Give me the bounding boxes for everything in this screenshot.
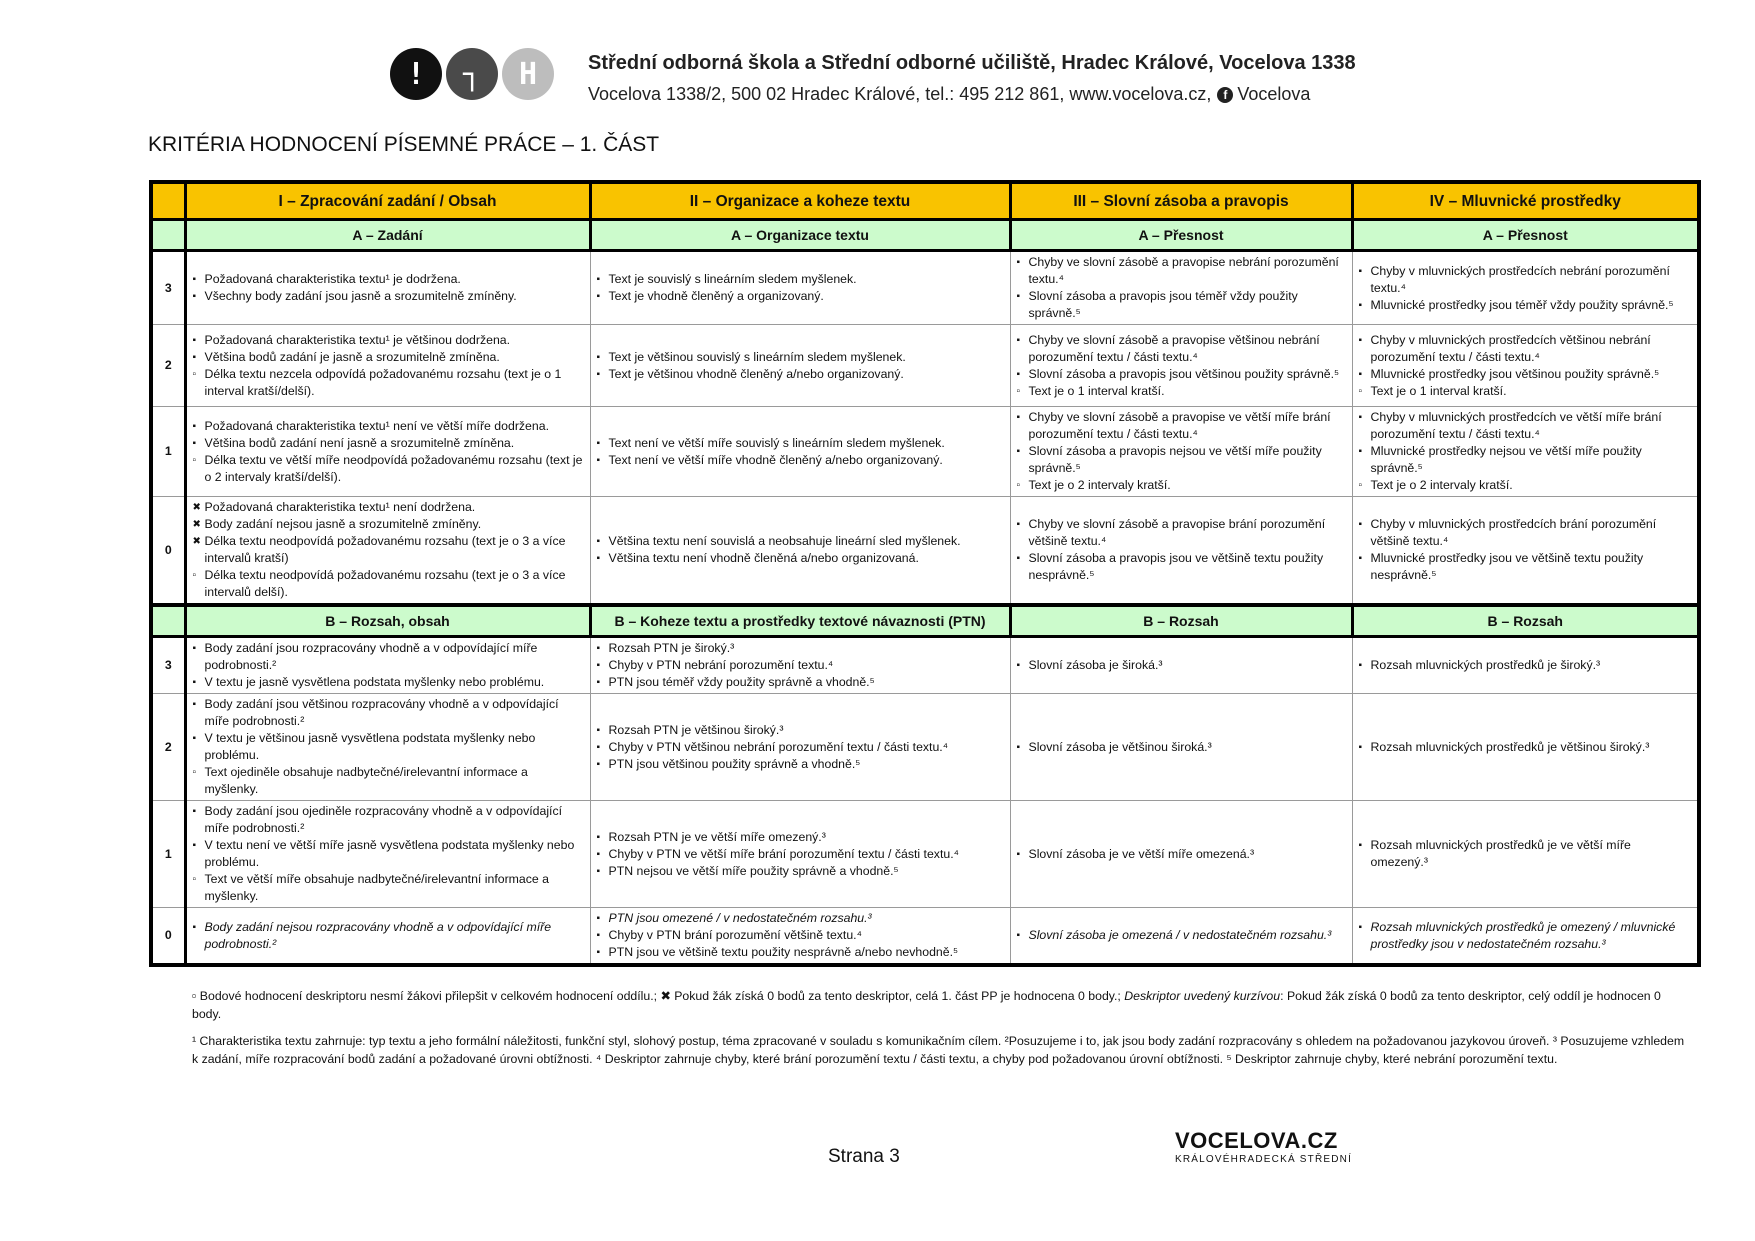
descriptor-list [193, 499, 584, 601]
descriptor-item: ▪ Slovní zásoba je široká.³ [1017, 657, 1346, 674]
descriptor-cell [1352, 497, 1699, 606]
descriptor-item: ✖ Požadovaná charakteristika textu¹ není dodržena. [193, 499, 584, 516]
descriptor-item: ▪ PTN nejsou ve větší míře použity správně a vhodně.⁵ [597, 863, 1004, 880]
descriptor-item: ▪ Požadovaná charakteristika textu¹ je dodržena. [193, 271, 584, 288]
descriptor-list [193, 418, 584, 486]
descriptor-cell [590, 497, 1010, 606]
descriptor-item: ▫ Délka textu neodpovídá požadovanému rozsahu (text je o 3 a více intervalů delší). [193, 567, 584, 601]
descriptor-item: ▪ Rozsah PTN je většinou široký.³ [597, 722, 1004, 739]
score-cell: 0 [151, 908, 185, 966]
descriptor-item: ▪ Rozsah mluvnických prostředků je omezený / mluvnické prostředky jsou v nedostatečném rozsahu.³ [1359, 919, 1692, 953]
descriptor-cell [185, 407, 590, 497]
column-header: II – Organizace a koheze textu [590, 182, 1010, 220]
descriptor-list [1017, 739, 1346, 756]
corner-cell [151, 605, 185, 637]
score-row [151, 637, 1699, 694]
descriptor-list [597, 349, 1004, 383]
score-cell: 3 [151, 637, 185, 694]
corner-cell [151, 182, 185, 220]
descriptor-item: ▪ Rozsah PTN je ve větší míře omezený.³ [597, 829, 1004, 846]
descriptor-item: ▪ Text je souvislý s lineárním sledem myšlenek. [597, 271, 1004, 288]
descriptor-item: ▪ PTN jsou ve většině textu použity nesprávně a/nebo nevhodně.⁵ [597, 944, 1004, 961]
descriptor-item: ▪ V textu je jasně vysvětlena podstata myšlenky nebo problému. [193, 674, 584, 691]
page-header [390, 48, 1356, 114]
descriptor-list [1359, 657, 1692, 674]
score-cell: 1 [151, 801, 185, 908]
descriptor-item: ▪ Chyby ve slovní zásobě a pravopise nebrání porozumění textu.⁴ [1017, 254, 1346, 288]
descriptor-item: ▪ Text není ve větší míře vhodně členěný a/nebo organizovaný. [597, 452, 1004, 469]
legend-italic: : Pokud žák získá 0 bodů za tento deskriptor, celý oddíl je hodnocen 0 body. [192, 989, 1661, 1021]
descriptor-cell [590, 908, 1010, 966]
descriptor-item: ▪ Většina textu není vhodně členěná a/nebo organizovaná. [597, 550, 1004, 567]
descriptor-list [193, 640, 584, 691]
descriptor-item: ▪ Chyby ve slovní zásobě a pravopise brání porozumění většině textu.⁴ [1017, 516, 1346, 550]
descriptor-item: ▪ Rozsah PTN je široký.³ [597, 640, 1004, 657]
descriptor-cell [1352, 407, 1699, 497]
descriptor-list [597, 910, 1004, 961]
descriptor-cell [590, 637, 1010, 694]
descriptor-cell [1352, 694, 1699, 801]
score-cell: 3 [151, 251, 185, 325]
descriptor-item: ▪ V textu není ve větší míře jasně vysvětlena podstata myšlenky nebo problému. [193, 837, 584, 871]
descriptor-cell [185, 251, 590, 325]
school-logo-1-icon: ! [390, 48, 442, 100]
school-logo-3-icon: H [502, 48, 554, 100]
subheader-cell: B – Rozsah [1010, 605, 1352, 637]
descriptor-item: ▪ Slovní zásoba a pravopis jsou většinou použity správně.⁵ [1017, 366, 1346, 383]
descriptor-item: ▪ Chyby ve slovní zásobě a pravopise většinou nebrání porozumění textu / části textu.⁴ [1017, 332, 1346, 366]
descriptor-list [193, 696, 584, 798]
descriptor-item: ▪ PTN jsou většinou použity správně a vhodně.⁵ [597, 756, 1004, 773]
page-number: Strana 3 [828, 1146, 900, 1167]
descriptor-cell [590, 694, 1010, 801]
subheader-row [151, 220, 1699, 251]
document-title: KRITÉRIA HODNOCENÍ PÍSEMNÉ PRÁCE – 1. ČÁST [148, 133, 660, 156]
column-header: I – Zpracování zadání / Obsah [185, 182, 590, 220]
descriptor-cell [1352, 908, 1699, 966]
descriptor-item: ▪ PTN jsou téměř vždy použity správně a vhodně.⁵ [597, 674, 1004, 691]
descriptor-list [1359, 409, 1692, 494]
descriptor-item: ▪ Slovní zásoba a pravopis nejsou ve větší míře použity správně.⁵ [1017, 443, 1346, 477]
descriptor-item: ▪ Slovní zásoba je ve větší míře omezená.³ [1017, 846, 1346, 863]
descriptor-item: ▫ Text ojediněle obsahuje nadbytečné/irelevantní informace a myšlenky. [193, 764, 584, 798]
descriptor-item: ▪ Mluvnické prostředky jsou téměř vždy použity správně.⁵ [1359, 297, 1692, 314]
descriptor-item: ✖ Body zadání nejsou jasně a srozumitelně zmíněny. [193, 516, 584, 533]
criteria-table [149, 180, 1701, 967]
facebook-icon: f [1217, 87, 1233, 103]
descriptor-cell [590, 407, 1010, 497]
descriptor-cell [590, 325, 1010, 407]
descriptor-item: ▪ Požadovaná charakteristika textu¹ není ve větší míře dodržena. [193, 418, 584, 435]
descriptor-item: ▪ Rozsah mluvnických prostředků je většinou široký.³ [1359, 739, 1692, 756]
school-name: Střední odborná škola a Střední odborné učiliště, Hradec Králové, Vocelova 1338 [588, 52, 1356, 74]
descriptor-cell [185, 497, 590, 606]
descriptor-item: ▪ Chyby v mluvnických prostředcích nebrání porozumění textu.⁴ [1359, 263, 1692, 297]
descriptor-item: ▪ Slovní zásoba je omezená / v nedostatečném rozsahu.³ [1017, 927, 1346, 944]
score-row [151, 251, 1699, 325]
descriptor-item: ▪ Chyby v PTN nebrání porozumění textu.⁴ [597, 657, 1004, 674]
descriptor-list [1017, 657, 1346, 674]
column-header: III – Slovní zásoba a pravopis [1010, 182, 1352, 220]
descriptor-cell [185, 637, 590, 694]
descriptor-item: ▪ Většina textu není souvislá a neobsahuje lineární sled myšlenek. [597, 533, 1004, 550]
descriptor-item: ▪ Chyby v PTN ve větší míře brání porozumění textu / části textu.⁴ [597, 846, 1004, 863]
descriptor-cell [185, 694, 590, 801]
brand-name: VOCELOVA.CZ [1175, 1128, 1338, 1153]
descriptor-item: ▪ Rozsah mluvnických prostředků je široký.³ [1359, 657, 1692, 674]
subheader-cell: B – Rozsah [1352, 605, 1699, 637]
descriptor-item: ▫ Text je o 1 interval kratší. [1359, 383, 1692, 400]
score-row [151, 908, 1699, 966]
subheader-cell: A – Zadání [185, 220, 590, 251]
address-text: Vocelova 1338/2, 500 02 Hradec Králové, tel.: 495 212 861, www.vocelova.cz, [588, 84, 1212, 104]
descriptor-item: ▪ Slovní zásoba a pravopis jsou téměř vždy použity správně.⁵ [1017, 288, 1346, 322]
descriptor-list [1359, 332, 1692, 400]
score-row [151, 801, 1699, 908]
descriptor-item: ▫ Text je o 2 intervaly kratší. [1017, 477, 1346, 494]
descriptor-list [193, 803, 584, 905]
school-logo-2-icon: ┐ [446, 48, 498, 100]
descriptor-item: ▪ Chyby ve slovní zásobě a pravopise ve větší míře brání porozumění textu / části textu.⁴ [1017, 409, 1346, 443]
descriptor-list [193, 919, 584, 953]
descriptor-item: ▪ Chyby v PTN většinou nebrání porozumění textu / části textu.⁴ [597, 739, 1004, 756]
descriptor-cell [1352, 637, 1699, 694]
descriptor-item: ▪ Slovní zásoba a pravopis jsou ve většině textu použity nesprávně.⁵ [1017, 550, 1346, 584]
subheader-cell: B – Koheze textu a prostředky textové návaznosti (PTN) [590, 605, 1010, 637]
school-address [588, 84, 1310, 105]
corner-cell [151, 220, 185, 251]
column-header: IV – Mluvnické prostředky [1352, 182, 1699, 220]
descriptor-item: ▪ V textu je většinou jasně vysvětlena podstata myšlenky nebo problému. [193, 730, 584, 764]
descriptor-cell [1010, 908, 1352, 966]
descriptor-cell [590, 801, 1010, 908]
descriptor-item: ▪ Body zadání jsou rozpracovány vhodně a v odpovídající míře podrobnosti.² [193, 640, 584, 674]
descriptor-item: ▫ Text ve větší míře obsahuje nadbytečné/irelevantní informace a myšlenky. [193, 871, 584, 905]
descriptor-list [1359, 837, 1692, 871]
descriptor-list [1359, 263, 1692, 314]
descriptor-item: ▪ Chyby v mluvnických prostředcích většinou nebrání porozumění textu / části textu.⁴ [1359, 332, 1692, 366]
descriptor-list [597, 829, 1004, 880]
score-cell: 0 [151, 497, 185, 606]
descriptor-item: ▪ Text není ve větší míře souvislý s lineárním sledem myšlenek. [597, 435, 1004, 452]
descriptor-cell [185, 801, 590, 908]
descriptor-item: ✖ Délka textu neodpovídá požadovanému rozsahu (text je o 3 a více intervalů kratší) [193, 533, 584, 567]
brand-subtitle: KRÁLOVÉHRADECKÁ STŘEDNÍ [1175, 1154, 1353, 1165]
descriptor-item: ▪ Body zadání nejsou rozpracovány vhodně a v odpovídající míře podrobnosti.² [193, 919, 584, 953]
descriptor-list [193, 332, 584, 400]
descriptor-item: ▪ Chyby v mluvnických prostředcích brání porozumění většině textu.⁴ [1359, 516, 1692, 550]
score-row [151, 497, 1699, 606]
descriptor-item: ▪ Text je většinou souvislý s lineárním sledem myšlenek. [597, 349, 1004, 366]
descriptor-cell [185, 325, 590, 407]
descriptor-item: ▫ Délka textu nezcela odpovídá požadovanému rozsahu (text je o 1 interval kratší/delší). [193, 366, 584, 400]
subheader-cell: A – Přesnost [1352, 220, 1699, 251]
descriptor-cell [1352, 325, 1699, 407]
descriptor-item: ▪ Body zadání jsou ojediněle rozpracovány vhodně a v odpovídající míře podrobnosti.² [193, 803, 584, 837]
score-row [151, 694, 1699, 801]
descriptor-list [1017, 409, 1346, 494]
descriptor-item: ▪ Slovní zásoba je většinou široká.³ [1017, 739, 1346, 756]
descriptor-item: ▪ Většina bodů zadání není jasně a srozumitelně zmíněna. [193, 435, 584, 452]
descriptor-cell [1010, 637, 1352, 694]
descriptor-cell [590, 251, 1010, 325]
descriptor-item: ▪ Mluvnické prostředky jsou ve většině textu použity nesprávně.⁵ [1359, 550, 1692, 584]
descriptor-list [193, 271, 584, 305]
legend-hs: Bodové hodnocení deskriptoru nesmí žákovi přilepšit v celkovém hodnocení oddílu.; [199, 989, 658, 1003]
descriptor-list [597, 435, 1004, 469]
brand-logo [1175, 1128, 1355, 1165]
descriptor-item: ▪ Text je většinou vhodně členěný a/nebo organizovaný. [597, 366, 1004, 383]
descriptor-list [597, 271, 1004, 305]
descriptor-cell [1010, 325, 1352, 407]
descriptor-item: ▪ PTN jsou omezené / v nedostatečném rozsahu.³ [597, 910, 1004, 927]
descriptor-cell [1010, 407, 1352, 497]
descriptor-list [597, 722, 1004, 773]
subheader-cell: A – Přesnost [1010, 220, 1352, 251]
notes [192, 988, 1692, 1078]
descriptor-list [1359, 516, 1692, 584]
descriptor-list [1359, 919, 1692, 953]
descriptor-item: ▫ Text je o 1 interval kratší. [1017, 383, 1346, 400]
subheader-row [151, 605, 1699, 637]
descriptor-item: ▪ Body zadání jsou většinou rozpracovány vhodně a v odpovídající míře podrobnosti.² [193, 696, 584, 730]
descriptor-item: ▪ Rozsah mluvnických prostředků je ve větší míře omezený.³ [1359, 837, 1692, 871]
subheader-cell: B – Rozsah, obsah [185, 605, 590, 637]
descriptor-cell [1352, 251, 1699, 325]
descriptor-cell [1010, 251, 1352, 325]
descriptor-item: ▪ Většina bodů zadání je jasně a srozumitelně zmíněna. [193, 349, 584, 366]
descriptor-list [1017, 927, 1346, 944]
descriptor-list [1017, 332, 1346, 400]
descriptor-list [597, 640, 1004, 691]
descriptor-item: ▪ Všechny body zadání jsou jasně a srozumitelně zmíněny. [193, 288, 584, 305]
descriptor-item: ▪ Chyby v PTN brání porozumění většině textu.⁴ [597, 927, 1004, 944]
subheader-cell: A – Organizace textu [590, 220, 1010, 251]
legend-x: Pokud žák získá 0 bodů za tento deskriptor, celá 1. část PP je hodnocena 0 body.; [674, 989, 1121, 1003]
footnotes: ¹ Charakteristika textu zahrnuje: typ textu a jeho formální náležitosti, funkční styl, slohový postup, téma zpracované v souladu s komunikačním cílem. ²Posuzujeme i to, jak jsou body zadání rozpracovány s ohledem na požadovanou jazykovou úroveň. ³ Posuzujeme vzhledem k zadání, míře rozpracování bodů zadání a požadované úrovni obtížnosti. ⁴ Deskriptor zahrnuje chyby, které brání porozumění textu / části textu, a chyby pod požadovanou úrovní obtížnosti. ⁵ Deskriptor zahrnuje chyby, které nebrání porozumění textu. [192, 1034, 1685, 1066]
score-row [151, 325, 1699, 407]
descriptor-item: ▪ Text je vhodně členěný a organizovaný. [597, 288, 1004, 305]
descriptor-cell [1010, 497, 1352, 606]
descriptor-list [1017, 846, 1346, 863]
descriptor-cell [1010, 801, 1352, 908]
header-row [151, 182, 1699, 220]
descriptor-cell [1352, 801, 1699, 908]
score-row [151, 407, 1699, 497]
score-cell: 2 [151, 694, 185, 801]
descriptor-item: ▪ Požadovaná charakteristika textu¹ je většinou dodržena. [193, 332, 584, 349]
score-cell: 2 [151, 325, 185, 407]
descriptor-cell [185, 908, 590, 966]
descriptor-item: ▫ Text je o 2 intervaly kratší. [1359, 477, 1692, 494]
score-cell: 1 [151, 407, 185, 497]
descriptor-list [1359, 739, 1692, 756]
descriptor-list [1017, 254, 1346, 322]
descriptor-item: ▪ Mluvnické prostředky nejsou ve větší míře použity správně.⁵ [1359, 443, 1692, 477]
legend: ▫ Bodové hodnocení deskriptoru nesmí žákovi přilepšit v celkovém hodnocení oddílu.; ✖ Pokud žák získá 0 bodů za tento deskriptor, celá 1. část PP je hodnocena 0 body.; Deskriptor uvedený kurzívou: Pokud žák získá 0 bodů za tento deskriptor, celý oddíl je hodnocen 0 body. [192, 989, 1661, 1021]
descriptor-cell [1010, 694, 1352, 801]
descriptor-item: ▪ Chyby v mluvnických prostředcích ve větší míře brání porozumění textu / části textu.⁴ [1359, 409, 1692, 443]
facebook-label: Vocelova [1237, 84, 1311, 104]
legend-italic-label: Deskriptor uvedený kurzívou [1124, 989, 1281, 1003]
descriptor-list [597, 533, 1004, 567]
descriptor-list [1017, 516, 1346, 584]
descriptor-item: ▪ Mluvnické prostředky jsou většinou použity správně.⁵ [1359, 366, 1692, 383]
descriptor-item: ▫ Délka textu ve větší míře neodpovídá požadovanému rozsahu (text je o 2 intervaly kratší/delší). [193, 452, 584, 486]
